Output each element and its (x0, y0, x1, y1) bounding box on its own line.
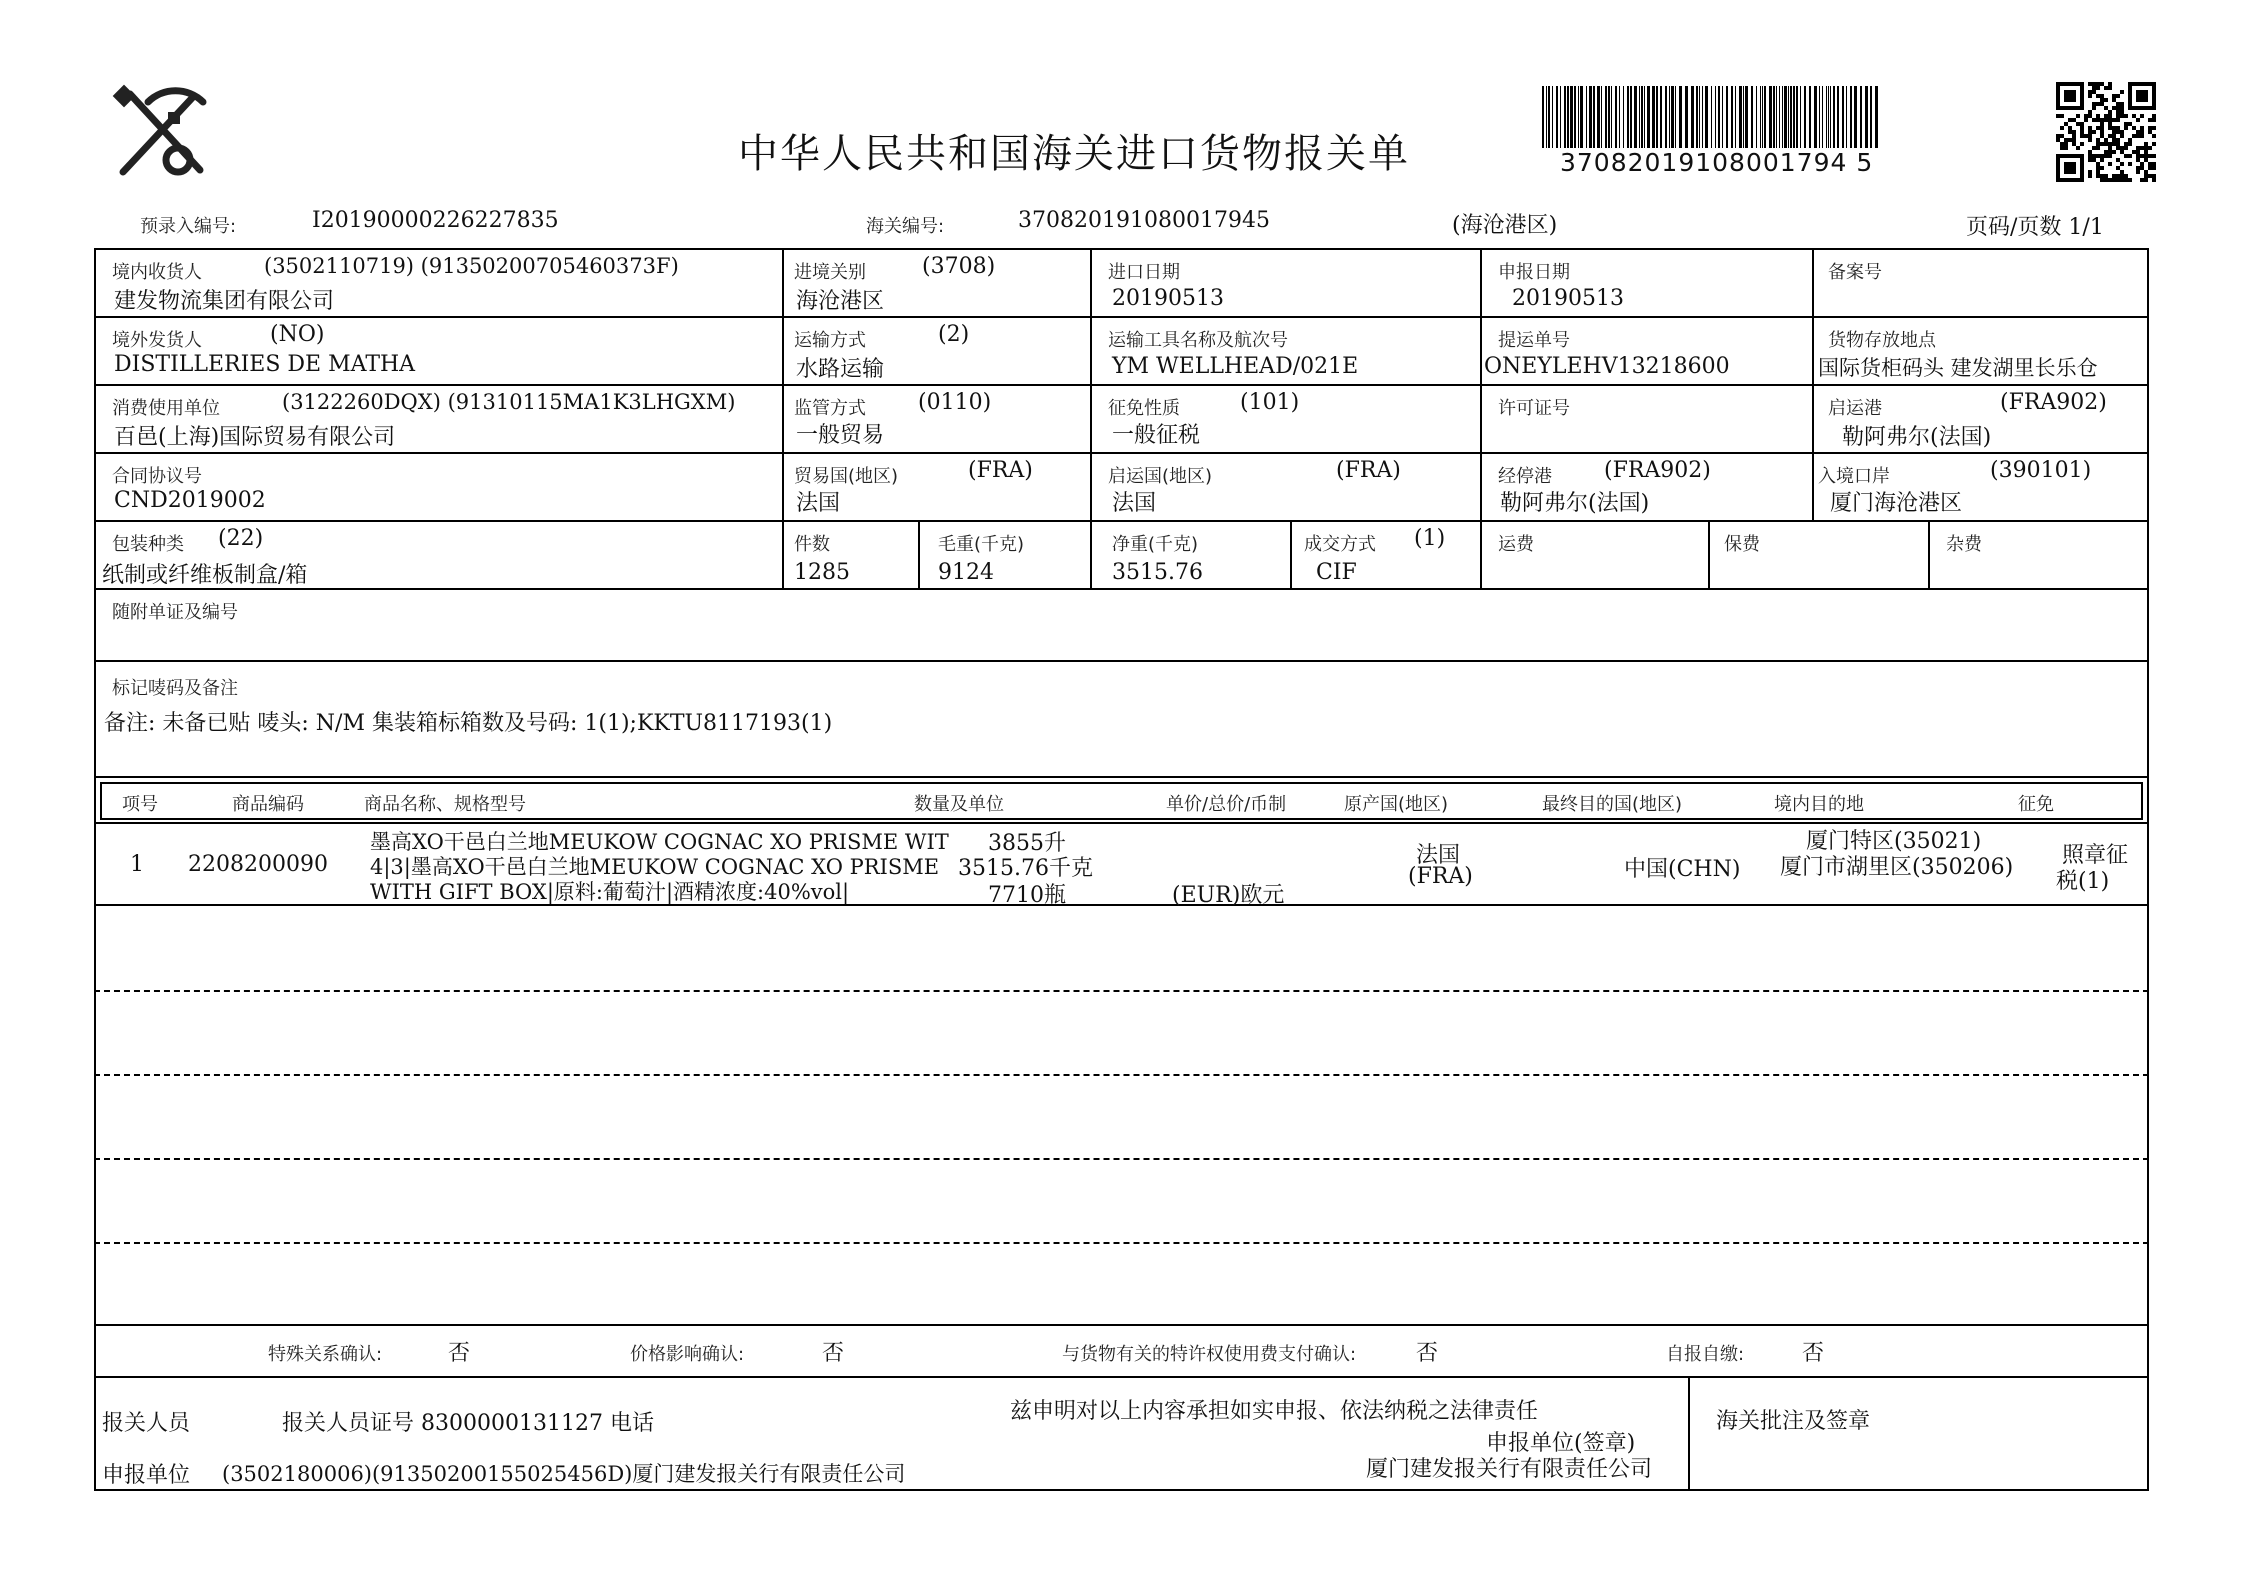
stop-port-value: 勒阿弗尔(法国) (1500, 491, 1650, 516)
tax-value: 一般征税 (1112, 423, 1201, 448)
special-relation-value: 否 (448, 1341, 471, 1366)
declarant-label: 报关人员 (102, 1411, 191, 1436)
self-pay-label: 自报自缴: (1666, 1344, 1745, 1365)
entry-port-value: 厦门海沧港区 (1830, 491, 1963, 516)
supervision-code: (0110) (918, 390, 992, 415)
goods-name-line1: 墨高XO干邑白兰地MEUKOW COGNAC XO PRISME WIT (370, 830, 949, 854)
goods-name-line3: WITH GIFT BOX|原料:葡萄汁|酒精浓度:40%vol| (370, 880, 850, 904)
vessel-label: 运输工具名称及航次号 (1108, 330, 1288, 351)
shipper-label: 境外发货人 (112, 330, 202, 351)
self-pay-value: 否 (1802, 1341, 1825, 1366)
stop-port-label: 经停港 (1498, 466, 1552, 487)
barcode-icon (1542, 86, 1882, 148)
record-no-label: 备案号 (1828, 262, 1882, 283)
consumer-label: 消费使用单位 (112, 398, 220, 419)
consignee-label: 境内收货人 (112, 262, 202, 283)
pieces-label: 件数 (794, 534, 830, 555)
unit-label: 申报单位 (102, 1463, 191, 1488)
goods-exemption-line2: 税(1) (2056, 869, 2110, 894)
deal-code: (1) (1414, 526, 1446, 551)
storage-label: 货物存放地点 (1828, 330, 1936, 351)
unit-sign-label: 申报单位(签章) (1486, 1431, 1636, 1456)
unit-name-right: 厦门建发报关行有限责任公司 (1366, 1457, 1653, 1482)
marks-label: 标记唛码及备注 (112, 678, 238, 699)
origin-country-label: 启运国(地区) (1108, 466, 1213, 487)
customs-emblem-icon (108, 82, 218, 182)
goods-code: 2208200090 (188, 852, 328, 877)
unit-value: (3502180006)(91350200155025456D)厦门建发报关行有限责任公司 (222, 1462, 906, 1486)
shipper-code: (NO) (270, 322, 325, 347)
stop-port-code: (FRA902) (1604, 458, 1711, 483)
special-relation-label: 特殊关系确认: (268, 1344, 383, 1365)
goods-exemption-line1: 照章征 (2062, 843, 2129, 868)
goods-currency: (EUR)欧元 (1172, 883, 1285, 908)
shipper-name: DISTILLERIES DE MATHA (114, 352, 416, 377)
trade-country-label: 贸易国(地区) (794, 466, 899, 487)
contract-value: CND2019002 (114, 488, 266, 513)
license-label: 许可证号 (1498, 398, 1570, 419)
col-qty: 数量及单位 (914, 794, 1004, 815)
package-label: 包装种类 (112, 534, 184, 555)
goods-domestic-line2: 厦门市湖里区(350206) (1780, 855, 2014, 880)
declare-date-value: 20190513 (1512, 286, 1624, 311)
royalty-label: 与货物有关的特许权使用费支付确认: (1062, 1344, 1357, 1365)
goods-qty-line1: 3855升 (988, 831, 1066, 856)
royalty-value: 否 (1416, 1341, 1439, 1366)
package-value: 纸制或纤维板制盒/箱 (102, 563, 308, 588)
goods-name-line2: 4|3|墨高XO干邑白兰地MEUKOW COGNAC XO PRISME (370, 855, 940, 879)
consignee-code: (3502110719) (91350200705460373F) (264, 254, 679, 278)
customs-no-label: 海关编号: (866, 216, 945, 237)
transport-label: 运输方式 (794, 330, 866, 351)
trade-country-value: 法国 (796, 491, 841, 516)
page-number: 页码/页数 1/1 (1966, 215, 2104, 240)
origin-country-code: (FRA) (1336, 458, 1401, 483)
col-price: 单价/总价/币制 (1166, 794, 1287, 815)
vessel-value: YM WELLHEAD/021E (1112, 354, 1359, 379)
deal-label: 成交方式 (1304, 534, 1376, 555)
gross-value: 9124 (938, 560, 994, 585)
insurance-label: 保费 (1724, 534, 1760, 555)
barcode-number: 37082019108001794 5 (1560, 148, 1874, 177)
bl-label: 提运单号 (1498, 330, 1570, 351)
departure-port-value: 勒阿弗尔(法国) (1842, 425, 1992, 450)
price-impact-label: 价格影响确认: (630, 1344, 745, 1365)
departure-port-code: (FRA902) (2000, 390, 2107, 415)
col-origin: 原产国(地区) (1344, 794, 1449, 815)
consignee-name: 建发物流集团有限公司 (114, 289, 335, 314)
declarant-cert: 报关人员证号 8300000131127 电话 (282, 1411, 654, 1436)
col-item-no: 项号 (122, 794, 158, 815)
net-value: 3515.76 (1112, 560, 1203, 585)
col-name: 商品名称、规格型号 (364, 794, 526, 815)
import-date-label: 进口日期 (1108, 262, 1180, 283)
tax-label: 征免性质 (1108, 398, 1180, 419)
statement: 兹申明对以上内容承担如实申报、依法纳税之法律责任 (1010, 1399, 1539, 1424)
goods-item-no: 1 (130, 852, 144, 877)
prerecord-label: 预录入编号: (140, 216, 237, 237)
consumer-name: 百邑(上海)国际贸易有限公司 (114, 425, 396, 450)
transport-value: 水路运输 (796, 357, 885, 382)
gross-label: 毛重(千克) (938, 534, 1025, 555)
price-impact-value: 否 (822, 1341, 845, 1366)
goods-final-dest: 中国(CHN) (1624, 857, 1741, 882)
prerecord-value: I20190000226227835 (312, 208, 559, 233)
transport-code: (2) (938, 322, 970, 347)
customs-no-value: 370820191080017945 (1018, 208, 1270, 233)
package-code: (22) (218, 526, 264, 551)
col-final-dest: 最终目的国(地区) (1542, 794, 1683, 815)
pieces-value: 1285 (794, 560, 850, 585)
net-label: 净重(千克) (1112, 534, 1199, 555)
goods-qty-line3: 7710瓶 (988, 883, 1066, 908)
district-label: (海沧港区) (1452, 213, 1558, 238)
col-code: 商品编码 (232, 794, 304, 815)
marks-value: 备注: 未备已贴 唛头: N/M 集装箱标箱数及号码: 1(1);KKTU8117193(1) (104, 711, 833, 736)
goods-origin-line1: 法国 (1416, 843, 1461, 868)
col-domestic-dest: 境内目的地 (1774, 794, 1864, 815)
storage-value: 国际货柜码头 建发湖里长乐仓 (1818, 356, 2098, 380)
entry-customs-label: 进境关别 (794, 262, 866, 283)
declare-date-label: 申报日期 (1498, 262, 1570, 283)
docs-label: 随附单证及编号 (112, 602, 238, 623)
goods-origin-line2: (FRA) (1408, 864, 1473, 889)
supervision-value: 一般贸易 (796, 423, 885, 448)
col-exemption: 征免 (2018, 794, 2054, 815)
entry-port-code: (390101) (1990, 458, 2092, 483)
goods-qty-line2: 3515.76千克 (958, 856, 1093, 881)
supervision-label: 监管方式 (794, 398, 866, 419)
departure-port-label: 启运港 (1828, 398, 1882, 419)
document-title: 中华人民共和国海关进口货物报关单 (738, 131, 1410, 177)
entry-port-label: 入境口岸 (1818, 466, 1890, 487)
import-date-value: 20190513 (1112, 286, 1224, 311)
customs-sign-label: 海关批注及签章 (1716, 1409, 1871, 1434)
entry-customs-code: (3708) (922, 254, 996, 279)
goods-domestic-line1: 厦门特区(35021) (1806, 829, 1982, 854)
bl-value: ONEYLEHV13218600 (1484, 354, 1730, 379)
tax-code: (101) (1240, 390, 1300, 415)
entry-customs-value: 海沧港区 (796, 289, 885, 314)
trade-country-code: (FRA) (968, 458, 1033, 483)
deal-value: CIF (1316, 560, 1357, 585)
contract-label: 合同协议号 (112, 466, 202, 487)
origin-country-value: 法国 (1112, 491, 1157, 516)
freight-label: 运费 (1498, 534, 1534, 555)
misc-label: 杂费 (1946, 534, 1982, 555)
consumer-code: (3122260DQX) (91310115MA1K3LHGXM) (282, 390, 736, 414)
qr-code-icon (2056, 82, 2156, 182)
